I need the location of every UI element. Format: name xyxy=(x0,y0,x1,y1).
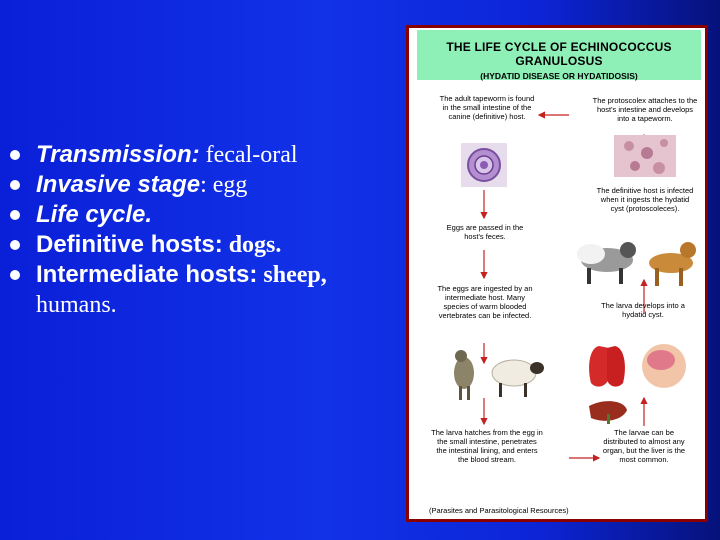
protoscolex-tissue xyxy=(614,135,676,177)
caption-adult: The adult tapeworm is found in the small intestine of the canine (definitive) host. xyxy=(439,94,535,121)
bullet-invasive-stage xyxy=(10,170,405,200)
figure-title: THE LIFE CYCLE OF ECHINOCOCCUS GRANULOSUS xyxy=(446,40,672,68)
caption-eggs: Eggs are passed in the host's feces. xyxy=(446,223,524,241)
egg-micrograph xyxy=(461,143,507,187)
figure-subtitle: (HYDATID DISEASE OR HYDATIDOSIS) xyxy=(480,71,638,81)
dog-image xyxy=(649,242,696,286)
bullet-value: sheep, xyxy=(257,262,327,288)
bullet-label: Intermediate hosts: xyxy=(36,261,258,288)
bullet-intermediate-hosts xyxy=(10,260,405,320)
brain-image xyxy=(642,344,686,388)
goat-image xyxy=(454,350,474,400)
bullet-transmission xyxy=(10,140,405,170)
bullet-label: Life cycle. xyxy=(36,201,153,228)
caption-larva-cyst: The larva develops into a hydatid cyst. xyxy=(601,301,685,319)
sheep-image xyxy=(492,360,544,397)
bullet-label: Invasive stage xyxy=(36,171,201,198)
bullet-label: Definitive hosts: xyxy=(36,231,223,258)
bullet-dot xyxy=(10,270,20,280)
wolf-image xyxy=(577,242,636,284)
caption-hatch: The larva hatches from the egg in the small intestine, penetrates the intestinal lining, and enters the blood stream. xyxy=(431,428,543,464)
lungs-image xyxy=(589,346,625,387)
bullet-list xyxy=(10,140,405,320)
bullet-value: dogs. xyxy=(222,232,282,258)
bullet-continuation: humans. xyxy=(36,292,117,318)
life-cycle-figure xyxy=(406,25,708,522)
caption-protoscolex: The protoscolex attaches to the host's intestine and develops into a tapeworm. xyxy=(592,96,698,123)
bullet-definitive-hosts xyxy=(10,230,405,260)
figure-source: (Parasites and Parasitological Resources) xyxy=(429,506,569,515)
bullet-label: Transmission: xyxy=(36,141,200,168)
caption-definitive: The definitive host is infected when it ingests the hydatid cyst (protoscoleces). xyxy=(596,186,694,213)
bullet-value: fecal-oral xyxy=(199,142,298,168)
bullet-value: : egg xyxy=(200,172,248,198)
bullet-dot xyxy=(10,210,20,220)
liver-image xyxy=(589,401,627,424)
caption-ingested: The eggs are ingested by an intermediate host. Many species of warm blooded vertebrates can be infected. xyxy=(437,284,533,320)
bullet-dot xyxy=(10,240,20,250)
bullet-dot xyxy=(10,150,20,160)
bullet-dot xyxy=(10,180,20,190)
caption-distributed: The larvae can be distributed to almost any organ, but the liver is the most common. xyxy=(602,428,686,464)
bullet-life-cycle xyxy=(10,200,405,230)
